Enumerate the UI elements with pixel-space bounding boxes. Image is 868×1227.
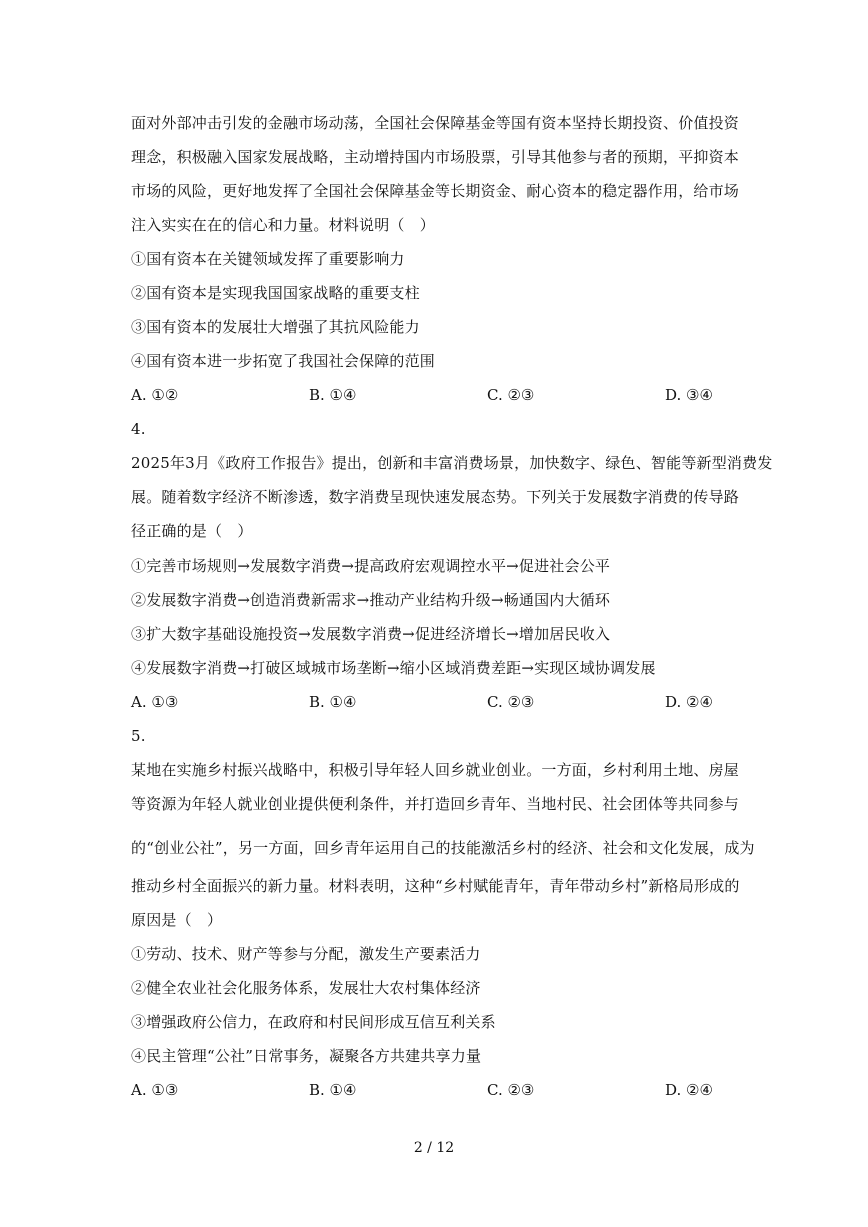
- q3-option-c[interactable]: C. ②③: [487, 386, 535, 404]
- q5-options: [131, 1080, 751, 1100]
- q4-statement: ①完善市场规则→发展数字消费→提高政府宏观调控水平→促进社会公平: [131, 557, 611, 575]
- q5-stem-line: 的“创业公社”，另一方面，回乡青年运用自己的技能激活乡村的经济、社会和文化发展，成为: [131, 839, 755, 857]
- q3-statement: ④国有资本进一步拓宽了我国社会保障的范围: [131, 352, 436, 370]
- q5-number: 5.: [131, 727, 146, 745]
- q3-stem-line: 面对外部冲击引发的金融市场动荡，全国社会保障基金等国有资本坚持长期投资、价值投资: [131, 114, 740, 132]
- q4-statement: ③扩大数字基础设施投资→发展数字消费→促进经济增长→增加居民收入: [131, 625, 611, 643]
- q3-stem-line: 市场的风险，更好地发挥了全国社会保障基金等长期资金、耐心资本的稳定器作用，给市场: [131, 182, 740, 200]
- q4-option-c[interactable]: C. ②③: [487, 693, 535, 711]
- q5-statement: ④民主管理“公社”日常事务，凝聚各方共建共享力量: [131, 1047, 482, 1065]
- q4-options: [131, 692, 751, 712]
- q4-option-a[interactable]: A. ①③: [131, 693, 179, 711]
- q4-stem-line: 2025年3月《政府工作报告》提出，创新和丰富消费场景，加快数字、绿色、智能等新型消费发: [131, 454, 773, 472]
- q4-stem-line: 展。随着数字经济不断渗透，数字消费呈现快速发展态势。下列关于发展数字消费的传导路: [131, 488, 740, 506]
- q3-option-d[interactable]: D. ③④: [665, 386, 713, 404]
- q5-statement: ②健全农业社会化服务体系，发展壮大农村集体经济: [131, 979, 481, 997]
- q5-option-b[interactable]: B. ①④: [309, 1081, 357, 1099]
- q5-option-a[interactable]: A. ①③: [131, 1081, 179, 1099]
- q3-options: [131, 385, 751, 405]
- q3-statement: ①国有资本在关键领域发挥了重要影响力: [131, 250, 405, 268]
- q4-option-b[interactable]: B. ①④: [309, 693, 357, 711]
- q5-statement: ③增强政府公信力，在政府和村民间形成互信互利关系: [131, 1013, 496, 1031]
- q4-statement: ④发展数字消费→打破区域城市场垄断→缩小区域消费差距→实现区域协调发展: [131, 659, 656, 677]
- q3-option-b[interactable]: B. ①④: [309, 386, 357, 404]
- q3-option-a[interactable]: A. ①②: [131, 386, 179, 404]
- page-number: 2 / 12: [413, 1140, 455, 1156]
- q5-stem-line: 某地在实施乡村振兴战略中，积极引导年轻人回乡就业创业。一方面，乡村利用土地、房屋: [131, 761, 740, 779]
- q3-stem-line: 注入实实在在的信心和力量。材料说明（ ）: [131, 216, 436, 234]
- q5-statement: ①劳动、技术、财产等参与分配，激发生产要素活力: [131, 945, 481, 963]
- q4-number: 4.: [131, 420, 146, 438]
- q5-option-c[interactable]: C. ②③: [487, 1081, 535, 1099]
- q3-stem-line: 理念，积极融入国家发展战略，主动增持国内市场股票，引导其他参与者的预期，平抑资本: [131, 148, 740, 166]
- q4-stem-line: 径正确的是（ ）: [131, 522, 253, 540]
- q4-statement: ②发展数字消费→创造消费新需求→推动产业结构升级→畅通国内大循环: [131, 591, 611, 609]
- q5-stem-line: 原因是（ ）: [131, 911, 223, 929]
- q5-stem-line: 等资源为年轻人就业创业提供便利条件，并打造回乡青年、当地村民、社会团体等共同参与: [131, 795, 740, 813]
- q4-option-d[interactable]: D. ②④: [665, 693, 713, 711]
- q5-option-d[interactable]: D. ②④: [665, 1081, 713, 1099]
- q3-statement: ②国有资本是实现我国国家战略的重要支柱: [131, 284, 420, 302]
- q3-statement: ③国有资本的发展壮大增强了其抗风险能力: [131, 318, 420, 336]
- q5-stem-line: 推动乡村全面振兴的新力量。材料表明，这种“乡村赋能青年，青年带动乡村”新格局形成的: [131, 877, 740, 895]
